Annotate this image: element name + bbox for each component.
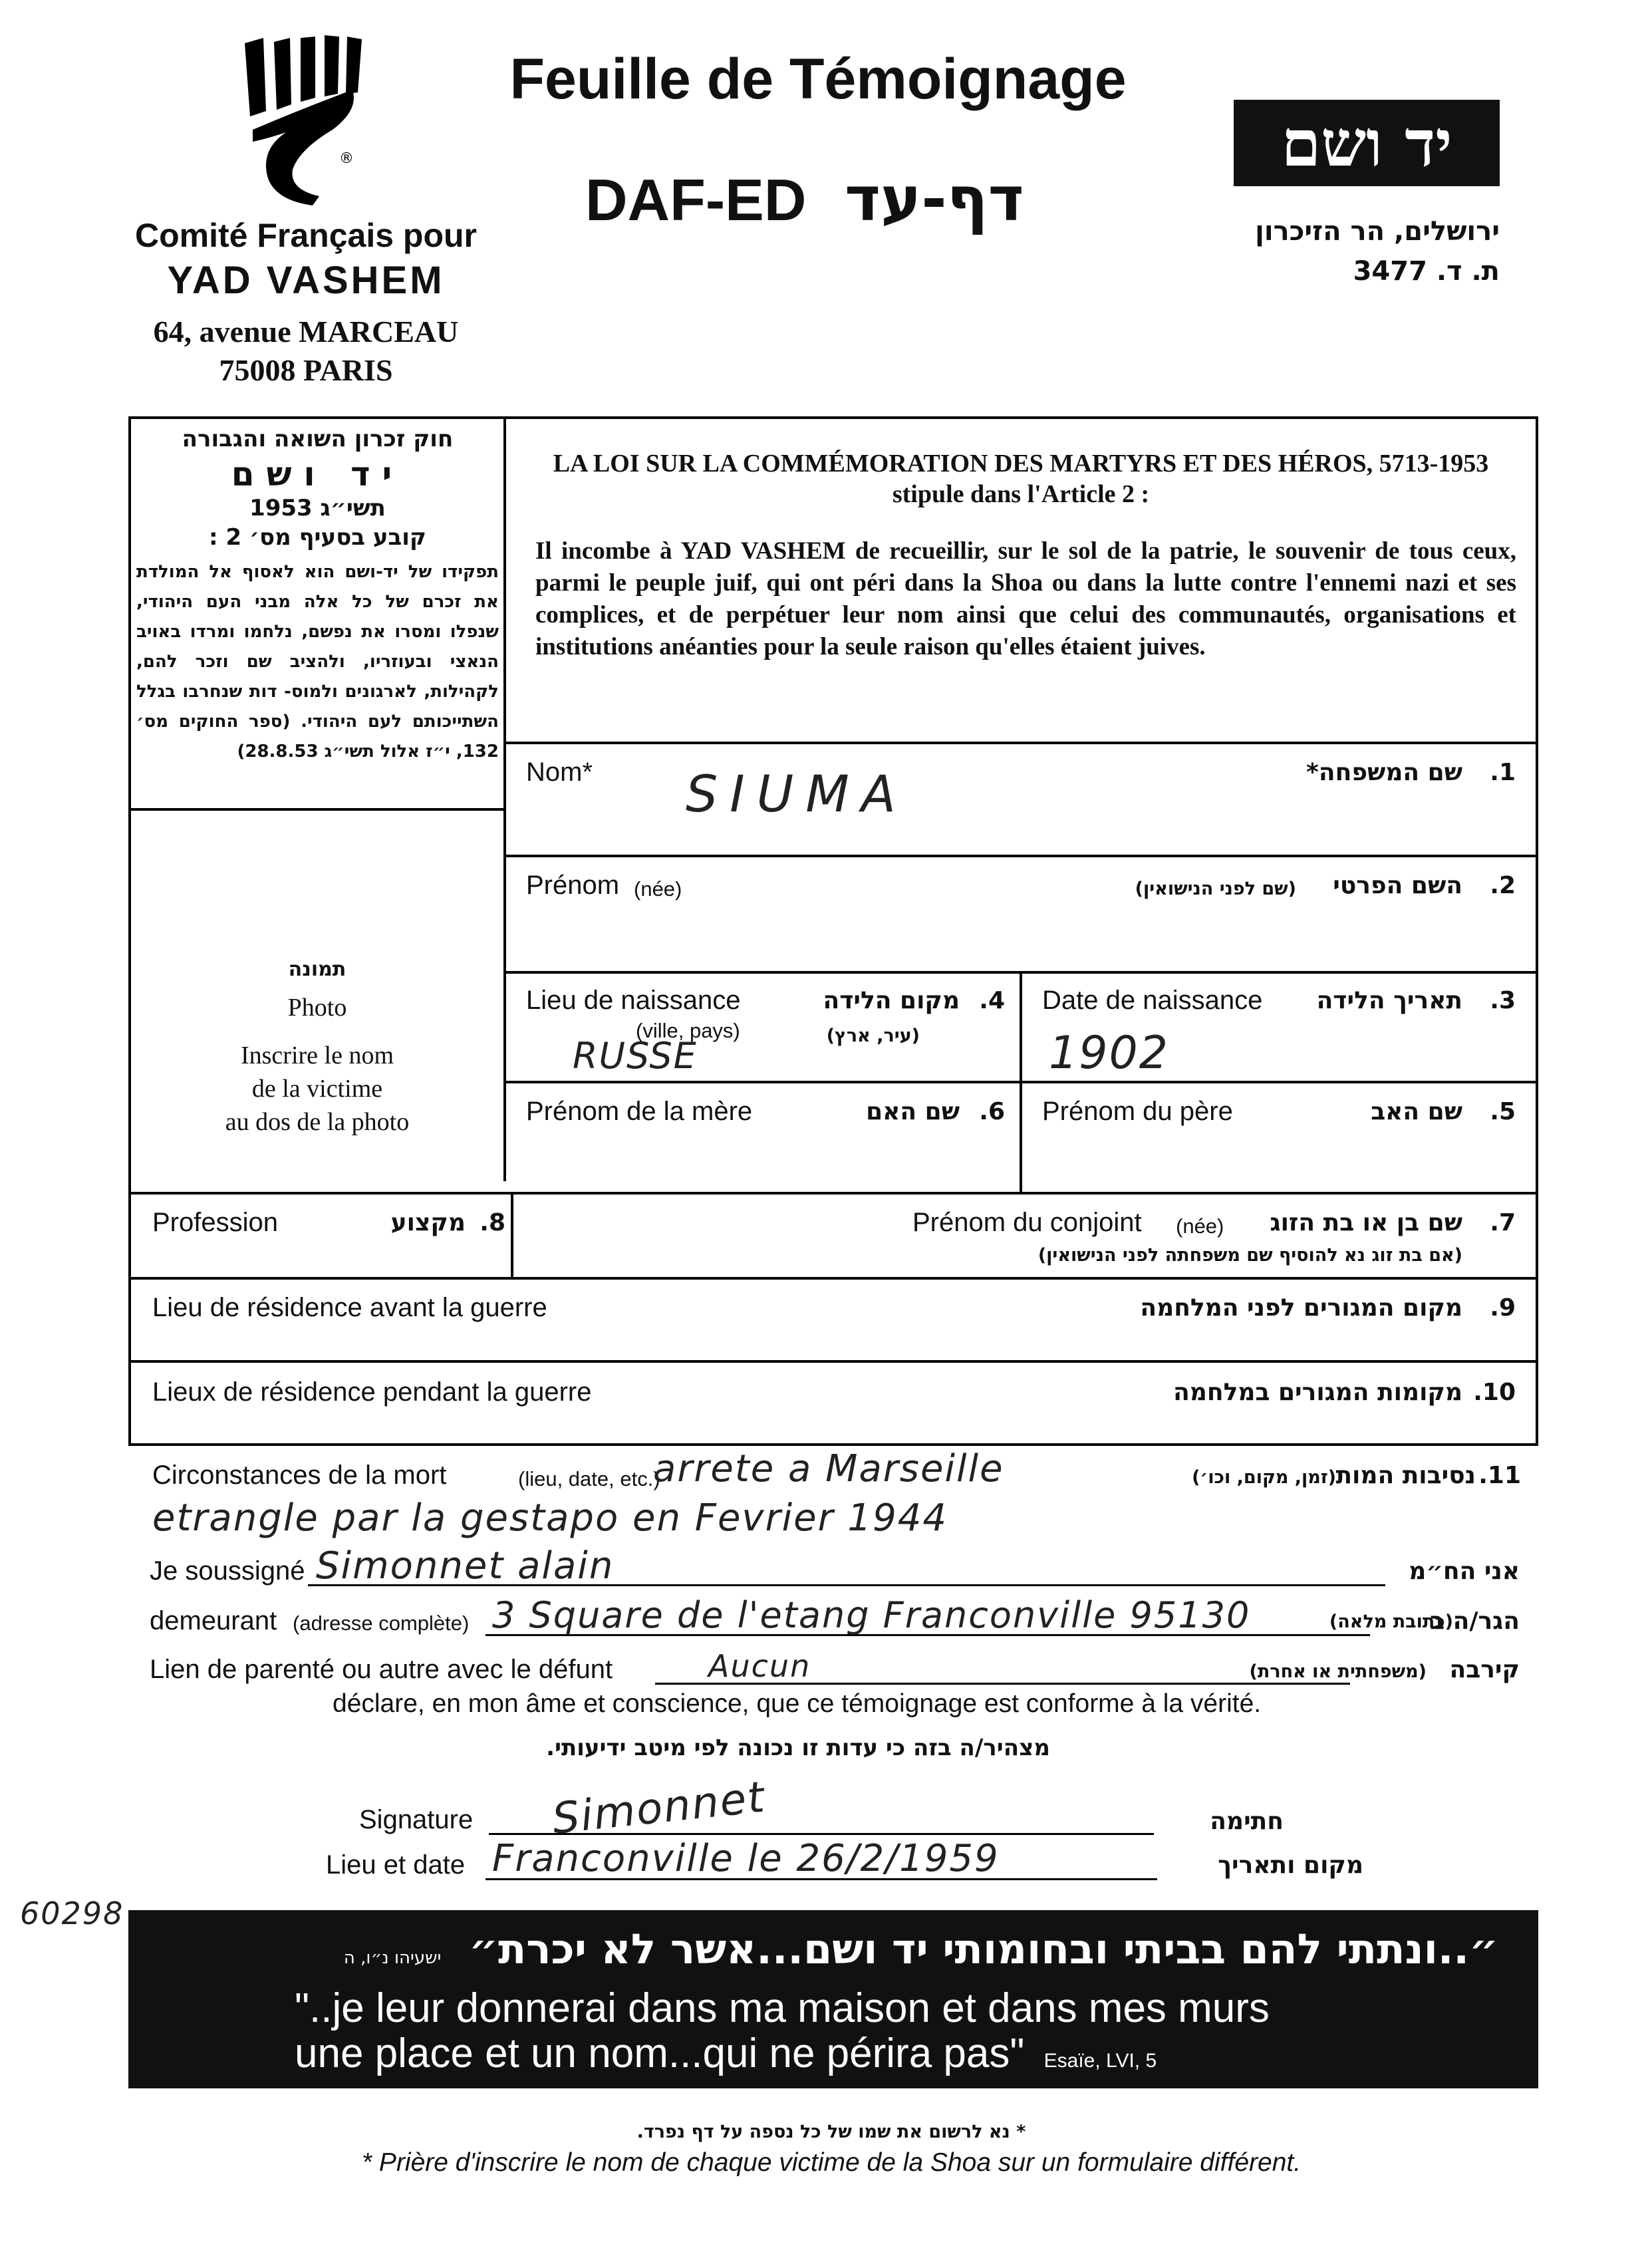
field-conjoint[interactable] [513,1194,1536,1277]
banner-hebrew-ref: ישעיהו נ״ו, ה [343,1948,442,1968]
signature-hebrew: חתימה [1210,1808,1284,1835]
signature-label: Signature [359,1805,474,1834]
residence-pendant-label: Lieux de résidence pendant la guerre [152,1377,592,1407]
banner-hebrew [128,1925,1498,1973]
lieu-naissance-hebrew-small: (עיר, ארץ) [826,1026,920,1046]
lieu-date-value: Franconville le 26/2/1959 [492,1837,1000,1880]
po-box: ת. ד. 3477 [1353,256,1500,287]
prenom-pere-hebrew: שם האב [1371,1098,1462,1125]
photo-instruction-1: Inscrire le nom [240,1042,394,1069]
french-law-title: LA LOI SUR LA COMMÉMORATION DES MARTYRS ET DES HÉROS, 5713-1953 [553,450,1489,478]
hebrew-law-box [136,426,499,805]
form-border-top [128,416,1538,419]
conjoint-hebrew: שם בן או בת הזוג [1270,1209,1462,1236]
form-title: Feuille de Témoignage [509,47,1127,111]
footer-hebrew: * נא לרשום את שמו של כל נספה על דף נפרד. [636,2122,1026,2142]
banner-hebrew-quote: ״..ונתתי להם בביתי ובחומותי יד ושם...אשר לא יכרת״ [468,1925,1498,1973]
prenom-mere-number: .6 [979,1098,1005,1125]
prenom-pere-number: .5 [1490,1098,1516,1125]
hebrew-law-bottom [128,808,506,811]
circonstances-hebrew: נסיבות המות [1335,1462,1476,1489]
demeurant-label-small: (adresse complète) [293,1612,470,1635]
date-naissance-number: .3 [1490,987,1516,1014]
photo-instruction-3: au dos de la photo [225,1108,410,1136]
demeurant-hebrew: הגר/ה ב [1430,1608,1520,1635]
hebrew-law-text: תפקידו של יד-ושם הוא לאסוף אל המולדת את זכרם של כל אלה מבני העם היהודי, שנפלו ומסרו את נפשם, נלחמו ומרדו באויב הנאצי ובעוזריו, ולהציב שם וזכר להם, לקהילות, לארגונים ולמוס- דות שנחרבו בגלל השתייכותם לעם היהודי. (ספר החוקים מס׳ 132, י״ז אלול תשי״ג 28.8.53) [136,562,499,762]
soussigne-label: Je soussigné [150,1556,305,1586]
residence-avant-hebrew: מקום המגורים לפני המלחמה [1140,1294,1462,1322]
hebrew-law-line2: יד ושם [231,455,404,493]
declarant-soussigne-row[interactable] [150,1544,1520,1596]
field-residence-avant[interactable] [131,1280,1536,1360]
soussigne-value: Simonnet alain [316,1544,615,1588]
hebrew-law-line3: תשי״ג 1953 [249,495,386,521]
field-residence-pendant[interactable] [131,1363,1536,1443]
prenom-label-small: (née) [634,877,682,901]
prenom-hebrew-small: (שם לפני הנישואין) [1135,879,1296,899]
lieu-naissance-number: .4 [979,987,1005,1014]
banner-french-ref: Esaïe, LVI, 5 [1043,2050,1157,2072]
prenom-pere-label: Prénom du père [1042,1097,1233,1126]
demeurant-hebrew-small: (כתובת מלאה) [1329,1612,1453,1632]
jerusalem-line: ירושלים, הר הזיכרון [1255,216,1500,247]
lieu-naissance-label: Lieu de naissance [526,986,741,1015]
circonstances-value-line1: arrete a Marseille [653,1447,1004,1490]
profession-hebrew: מקצוע [390,1209,466,1236]
date-naissance-hebrew: תאריך הלידה [1316,987,1462,1014]
field-prenom-pere[interactable] [1022,1083,1536,1192]
photo-box [131,958,503,1137]
conjoint-hebrew-small: (אם בת זוג נא להוסיף שם משפחתה לפני הנישואין) [1037,1245,1462,1266]
form-subtitle-latin: DAF-ED [585,167,807,233]
svg-text:®: ® [339,150,354,167]
banner-french-line2: une place et un nom...qui ne périra pas" [295,2031,1025,2076]
lien-hebrew-small: (משפחתית או אחרת) [1249,1661,1427,1682]
lieu-naissance-hebrew: מקום הלידה [823,987,960,1014]
circonstances-value-line2: etrangle par la gestapo en Fevrier 1944 [152,1496,948,1540]
residence-pendant-hebrew: מקומות המגורים במלחמה [1173,1379,1462,1406]
photo-label: Photo [287,994,347,1022]
prenom-mere-hebrew: שם האם [866,1098,960,1125]
conjoint-label-small: (née) [1176,1214,1224,1238]
hebrew-law-line4: קובע בסעיף מס׳ 2 : [209,524,426,551]
declaration-hebrew: מצהיר/ה בזה כי עדות זו נכונה לפי מיטב ידיעותי. [546,1735,1050,1761]
menorah-icon [239,30,366,210]
prenom-number: .2 [1490,872,1516,899]
hebrew-law-line1: חוק זכרון השואה והגבורה [182,426,454,452]
yad-vashem-logo [1234,100,1500,186]
nom-label: Nom* [526,758,593,787]
field-profession[interactable] [131,1194,511,1277]
nom-number: .1 [1490,759,1516,786]
lien-hebrew: קירבה [1449,1656,1520,1683]
circonstances-label: Circonstances de la mort [152,1461,447,1490]
profession-number: .8 [480,1209,505,1236]
lieu-date-row[interactable] [326,1837,1363,1897]
french-law-subtitle: stipule dans l'Article 2 : [892,480,1150,508]
banner-french-line1: "..je leur donnerai dans ma maison et dans mes murs [295,1985,1270,2031]
lien-value: Aucun [708,1648,811,1684]
date-naissance-label: Date de naissance [1042,986,1263,1015]
logo-hebrew-text: יד ושם [1281,105,1452,181]
declaration-french: déclare, en mon âme et conscience, que ce témoignage est conforme à la vérité. [333,1689,1262,1718]
photo-hebrew: תמונה [288,958,346,981]
org-name-line1: Comité Français pour [135,217,477,254]
field-lieu-naissance[interactable] [506,974,1020,1081]
conjoint-number: .7 [1490,1209,1516,1236]
quote-banner [128,1910,1538,2088]
circonstances-number: .11 [1478,1462,1521,1489]
field-prenom-mere[interactable] [506,1083,1020,1192]
prenom-label: Prénom [526,871,620,900]
residence-pendant-number: .10 [1473,1379,1516,1406]
prenom-hebrew: השם הפרטי [1333,872,1462,899]
footer-french: * Prière d'inscrire le nom de chaque victime de la Shoa sur un formulaire différent. [361,2148,1302,2177]
nom-value: SIUMA [686,764,908,823]
photo-instruction-2: de la victime [251,1075,383,1103]
org-name-line2: YAD VASHEM [167,259,445,302]
nom-hebrew: שם המשפחה* [1306,759,1462,786]
declarant-demeurant-row[interactable] [150,1594,1520,1646]
org-address-line2: 75008 PARIS [219,353,393,387]
form-border-right [1536,416,1538,1443]
lieu-naissance-label-small: (ville, pays) [636,1019,740,1042]
margin-archive-number: 60298 [20,1896,124,1931]
field-date-naissance[interactable] [1022,974,1536,1081]
french-law-box [525,449,1516,742]
signature-value: Simonnet [550,1772,768,1844]
lieu-date-label: Lieu et date [326,1850,466,1880]
lieu-date-hebrew: מקום ותאריך [1218,1852,1363,1879]
demeurant-label: demeurant [150,1606,277,1635]
circonstances-hebrew-small: (זמן, מקום, וכו׳) [1192,1467,1336,1488]
menorah-logo [239,30,366,210]
profession-label: Profession [152,1208,278,1237]
soussigne-hebrew: אני הח״מ [1409,1558,1520,1585]
date-naissance-value: 1902 [1049,1027,1170,1079]
conjoint-label: Prénom du conjoint [912,1208,1142,1237]
field-prenom[interactable] [506,857,1536,971]
org-address-line1: 64, avenue MARCEAU [153,315,459,349]
form-subtitle-hebrew: דף-עד [845,164,1024,235]
demeurant-value: 3 Square de l'etang Franconville 95130 [492,1594,1251,1636]
lien-label: Lien de parenté ou autre avec le défunt [150,1655,613,1684]
residence-avant-label: Lieu de résidence avant la guerre [152,1293,547,1322]
banner-french-line2-wrap [295,2030,1157,2077]
lieu-naissance-value: RUSSE [573,1035,698,1077]
field-circonstances[interactable] [131,1446,1536,1546]
french-law-text: Il incombe à YAD VASHEM de recueillir, sur le sol de la patrie, le souvenir de tous ceux, parmi le peuple juif, qui ont péri dans la Shoa ou dans la lutte contre l'ennemi nazi et ses complices, et de perpétuer leur nom ainsi que celui des communautés, organisations et institutions anéanties pour la seule raison qu'elles étaient juives. [535,537,1516,660]
declarant-lien-row[interactable] [150,1648,1520,1695]
circonstances-label-small: (lieu, date, etc.) [518,1467,660,1490]
prenom-mere-label: Prénom de la mère [526,1097,753,1126]
field-nom[interactable] [506,744,1536,855]
residence-avant-number: .9 [1490,1294,1516,1322]
